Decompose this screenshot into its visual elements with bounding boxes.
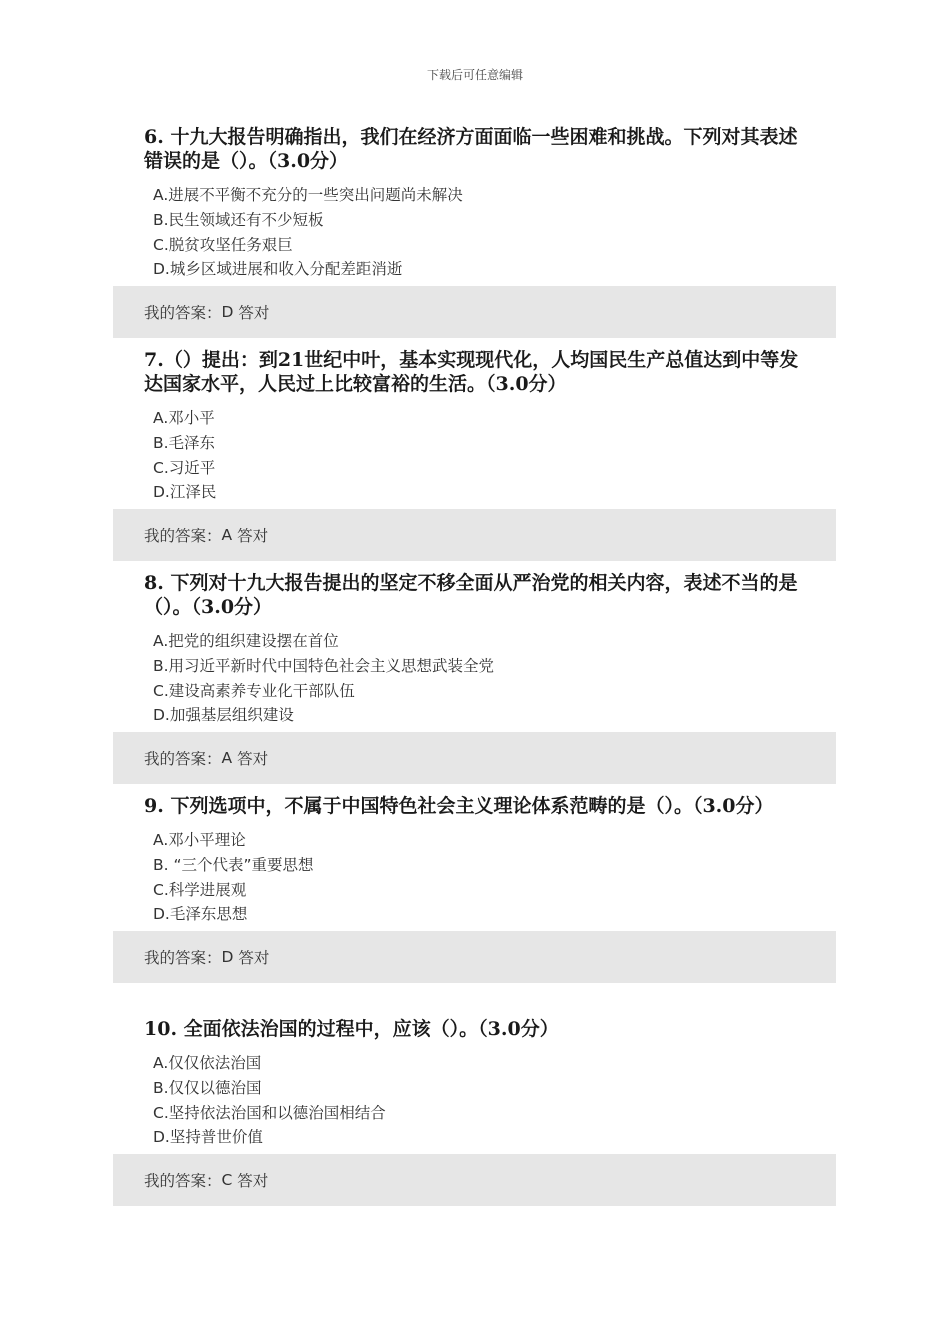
- question-6: [113, 125, 836, 338]
- option-d[interactable]: D.城乡区域进展和收入分配差距消逝: [153, 260, 403, 279]
- option-list: [153, 629, 836, 728]
- option-c[interactable]: C.脱贫攻坚任务艰巨: [153, 235, 293, 254]
- option-c[interactable]: C.科学进展观: [153, 880, 247, 899]
- option-a[interactable]: A.把党的组织建设摆在首位: [153, 632, 339, 650]
- option-a[interactable]: A.邓小平理论: [153, 831, 246, 849]
- question-10: [113, 1017, 836, 1206]
- option-list: [153, 828, 836, 927]
- question-title: 7.（）提出：到21世纪中叶，基本实现现代化，人均国民生产总值达到中等发达国家水平，人民过上比较富裕的生活。（3.0分）: [144, 349, 799, 395]
- answer-result: 答对: [237, 527, 269, 546]
- answer-box: [113, 931, 836, 983]
- question-9: [113, 794, 836, 983]
- option-a[interactable]: A.邓小平: [153, 409, 215, 427]
- answer-prefix: 我的答案：: [144, 750, 222, 769]
- answer-value: A: [221, 749, 233, 768]
- answer-prefix: 我的答案：: [144, 527, 222, 546]
- option-d[interactable]: D.毛泽东思想: [153, 905, 248, 924]
- question-title: 9. 下列选项中，不属于中国特色社会主义理论体系范畴的是（）。（3.0分）: [144, 795, 774, 817]
- option-list: [153, 183, 836, 282]
- option-b[interactable]: B.用习近平新时代中国特色社会主义思想武装全党: [153, 656, 495, 675]
- question-title: 8. 下列对十九大报告提出的坚定不移全面从严治党的相关内容，表述不当的是（）。（3.0分）: [144, 572, 798, 618]
- question-title: 10. 全面依法治国的过程中，应该（）。（3.0分）: [144, 1018, 559, 1040]
- answer-prefix: 我的答案：: [144, 949, 222, 968]
- question-8: [113, 571, 836, 784]
- option-b[interactable]: B.毛泽东: [153, 433, 216, 452]
- answer-prefix: 我的答案：: [144, 304, 222, 323]
- answer-result: 答对: [237, 1172, 269, 1191]
- answer-result: 答对: [237, 750, 269, 769]
- answer-prefix: 我的答案：: [144, 1172, 222, 1191]
- page-header: 下载后可任意编辑: [426, 68, 523, 82]
- answer-value: D: [221, 948, 234, 967]
- answer-value: D: [221, 303, 234, 322]
- answer-value: A: [221, 526, 233, 545]
- option-c[interactable]: C.建设高素养专业化干部队伍: [153, 681, 355, 700]
- option-b[interactable]: B. “三个代表”重要思想: [153, 855, 314, 874]
- option-d[interactable]: D.江泽民: [153, 483, 217, 502]
- answer-result: 答对: [238, 949, 270, 968]
- answer-box: [113, 509, 836, 561]
- answer-box: [113, 1154, 836, 1206]
- answer-box: [113, 286, 836, 338]
- question-title: 6. 十九大报告明确指出，我们在经济方面面临一些困难和挑战。下列对其表述错误的是（）。（3.0分）: [144, 126, 798, 172]
- option-d[interactable]: D.坚持普世价值: [153, 1128, 263, 1147]
- option-list: [153, 406, 836, 505]
- option-b[interactable]: B.民生领域还有不少短板: [153, 210, 324, 229]
- answer-result: 答对: [238, 304, 270, 323]
- option-c[interactable]: C.习近平: [153, 458, 216, 477]
- question-7: [113, 348, 836, 561]
- option-list: [153, 1051, 836, 1150]
- option-a[interactable]: A.进展不平衡不充分的一些突出问题尚未解决: [153, 186, 463, 204]
- option-b[interactable]: B.仅仅以德治国: [153, 1078, 262, 1097]
- option-c[interactable]: C.坚持依法治国和以德治国相结合: [153, 1103, 386, 1122]
- option-a[interactable]: A.仅仅依法治国: [153, 1054, 262, 1072]
- option-d[interactable]: D.加强基层组织建设: [153, 706, 294, 725]
- answer-value: C: [221, 1171, 233, 1190]
- answer-box: [113, 732, 836, 784]
